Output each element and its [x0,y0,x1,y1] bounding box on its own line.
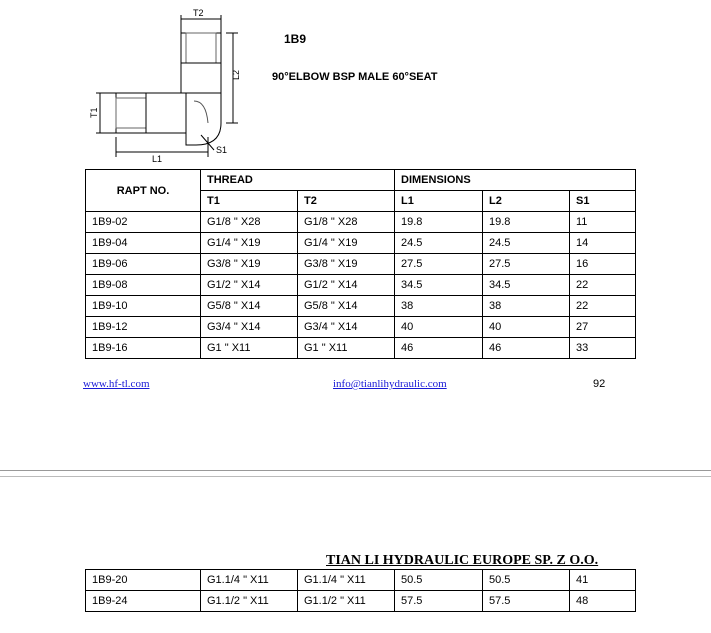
cell-rapt: 1B9-08 [86,275,201,296]
cell-t1: G3/8 " X19 [201,254,298,275]
table-row [86,275,636,296]
cell-t2: G1.1/4 " X11 [298,570,395,591]
cell-t1: G1.1/4 " X11 [201,570,298,591]
table-row [86,233,636,254]
page-divider [0,476,711,477]
cell-s1: 22 [570,275,636,296]
cell-t1: G1/8 " X28 [201,212,298,233]
page-number: 92 [593,378,606,390]
cell-s1: 33 [570,338,636,359]
header-t2: T2 [298,191,395,212]
cell-t2: G3/8 " X19 [298,254,395,275]
table-header-row [86,170,636,191]
table-row [86,570,636,591]
cell-s1: 22 [570,296,636,317]
cell-l1: 24.5 [395,233,483,254]
cell-s1: 11 [570,212,636,233]
cell-rapt: 1B9-12 [86,317,201,338]
header-rapt-no: RAPT NO. [86,170,201,212]
cell-l1: 19.8 [395,212,483,233]
cell-l2: 24.5 [483,233,570,254]
header-l2: L2 [483,191,570,212]
cell-l1: 50.5 [395,570,483,591]
cell-l2: 40 [483,317,570,338]
header-t1: T1 [201,191,298,212]
cell-rapt: 1B9-20 [86,570,201,591]
table-row [86,591,636,612]
cell-rapt: 1B9-16 [86,338,201,359]
cell-l2: 46 [483,338,570,359]
cell-t2: G1.1/2 " X11 [298,591,395,612]
cell-rapt: 1B9-24 [86,591,201,612]
cell-t2: G5/8 " X14 [298,296,395,317]
dim-label-l1: L1 [152,154,163,164]
cell-l1: 27.5 [395,254,483,275]
table-row [86,317,636,338]
page-divider [0,470,711,471]
company-name: TIAN LI HYDRAULIC EUROPE SP. Z O.O. [326,553,599,568]
cell-l2: 38 [483,296,570,317]
elbow-fitting-drawing [86,5,246,165]
cell-l1: 38 [395,296,483,317]
cell-t1: G1/2 " X14 [201,275,298,296]
header-l1: L1 [395,191,483,212]
cell-rapt: 1B9-10 [86,296,201,317]
cell-t2: G1/8 " X28 [298,212,395,233]
cell-t1: G1.1/2 " X11 [201,591,298,612]
cell-t2: G1/4 " X19 [298,233,395,254]
cell-t1: G5/8 " X14 [201,296,298,317]
cell-s1: 27 [570,317,636,338]
cell-t1: G3/4 " X14 [201,317,298,338]
cell-s1: 48 [570,591,636,612]
cell-l2: 27.5 [483,254,570,275]
cell-t1: G1 " X11 [201,338,298,359]
cell-l1: 34.5 [395,275,483,296]
cell-rapt: 1B9-02 [86,212,201,233]
cell-l2: 57.5 [483,591,570,612]
dim-label-t1: T1 [89,107,99,118]
header-thread: THREAD [201,170,395,191]
cell-l2: 19.8 [483,212,570,233]
table-row [86,254,636,275]
dim-label-t2: T2 [193,8,204,18]
website-link[interactable]: www.hf-tl.com [83,378,150,390]
cell-t2: G1/2 " X14 [298,275,395,296]
cell-l1: 46 [395,338,483,359]
dim-label-s1: S1 [216,145,228,155]
email-link[interactable]: info@tianlihydraulic.com [333,378,447,390]
table-row [86,296,636,317]
table-row [86,212,636,233]
spec-table-continued [85,569,636,612]
cell-l2: 34.5 [483,275,570,296]
cell-l1: 57.5 [395,591,483,612]
header-dimensions: DIMENSIONS [395,170,636,191]
cell-l2: 50.5 [483,570,570,591]
cell-t1: G1/4 " X19 [201,233,298,254]
cell-t2: G1 " X11 [298,338,395,359]
cell-l1: 40 [395,317,483,338]
cell-rapt: 1B9-06 [86,254,201,275]
spec-table [85,169,636,359]
cell-s1: 14 [570,233,636,254]
dim-label-l2: L2 [231,69,241,80]
table-row [86,338,636,359]
product-description: 90°ELBOW BSP MALE 60°SEAT [272,71,438,83]
cell-s1: 41 [570,570,636,591]
cell-rapt: 1B9-04 [86,233,201,254]
cell-t2: G3/4 " X14 [298,317,395,338]
cell-s1: 16 [570,254,636,275]
product-code: 1B9 [284,32,307,46]
header-s1: S1 [570,191,636,212]
